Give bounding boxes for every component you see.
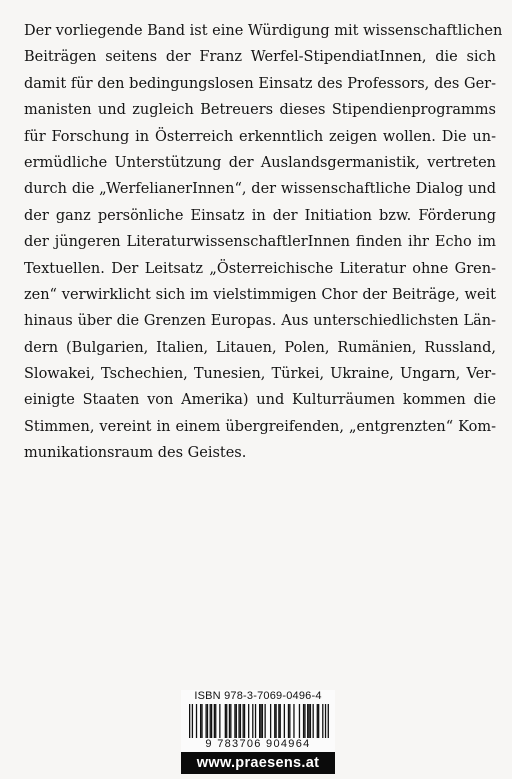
blurb-line: damit für den bedingungslosen Einsatz des Professors, des Ger-: [24, 75, 496, 92]
blurb-line: Textuellen. Der Leitsatz „Österreichische Literatur ohne Gren-: [24, 260, 496, 277]
isbn-label: ISBN 978-3-7069-0496-4: [194, 690, 322, 702]
publisher-url-banner: [181, 752, 335, 774]
ean-digits: 9 783706 904964: [205, 738, 311, 750]
blurb-line: dern (Bulgarien, Italien, Litauen, Polen, Rumänien, Russland,: [24, 339, 496, 356]
blurb-line: für Forschung in Österreich erkenntlich zeigen wollen. Die un-: [24, 128, 496, 145]
blurb-line: der jüngeren LiteraturwissenschaftlerInnen finden ihr Echo im: [24, 234, 496, 251]
back-cover-blurb: [24, 18, 503, 467]
blurb-line: einigte Staaten von Amerika) und Kulturräumen kommen die: [24, 392, 496, 409]
blurb-line: hinaus über die Grenzen Europas. Aus unterschiedlichsten Län-: [24, 313, 496, 330]
blurb-line: munikationsraum des Geistes.: [24, 445, 247, 462]
blurb-line: der ganz persönliche Einsatz in der Initiation bzw. Förderung: [24, 207, 496, 224]
blurb-line: Slowakei, Tschechien, Tunesien, Türkei, Ukraine, Ungarn, Ver-: [24, 366, 496, 383]
blurb-line: Der vorliegende Band ist eine Würdigung mit wissenschaftlichen: [24, 23, 503, 39]
isbn-barcode: [181, 690, 335, 752]
blurb-line: manisten und zugleich Betreuers dieses Stipendienprogramms: [24, 102, 496, 119]
blurb-line: Stimmen, vereint in einem übergreifenden, „entgrenzten“ Kom-: [24, 418, 496, 435]
blurb-line: zen“ verwirklicht sich im vielstimmigen Chor der Beiträge, weit: [24, 286, 496, 303]
blurb-line: ermüdliche Unterstützung der Auslandsgermanistik, vertreten: [24, 154, 496, 171]
publisher-url: www.praesens.at: [196, 755, 320, 771]
barcode-bars: [189, 704, 329, 738]
blurb-line: Beiträgen seitens der Franz Werfel-StipendiatInnen, die sich: [24, 49, 496, 66]
blurb-line: durch die „WerfelianerInnen“, der wissenschaftliche Dialog und: [24, 181, 496, 198]
